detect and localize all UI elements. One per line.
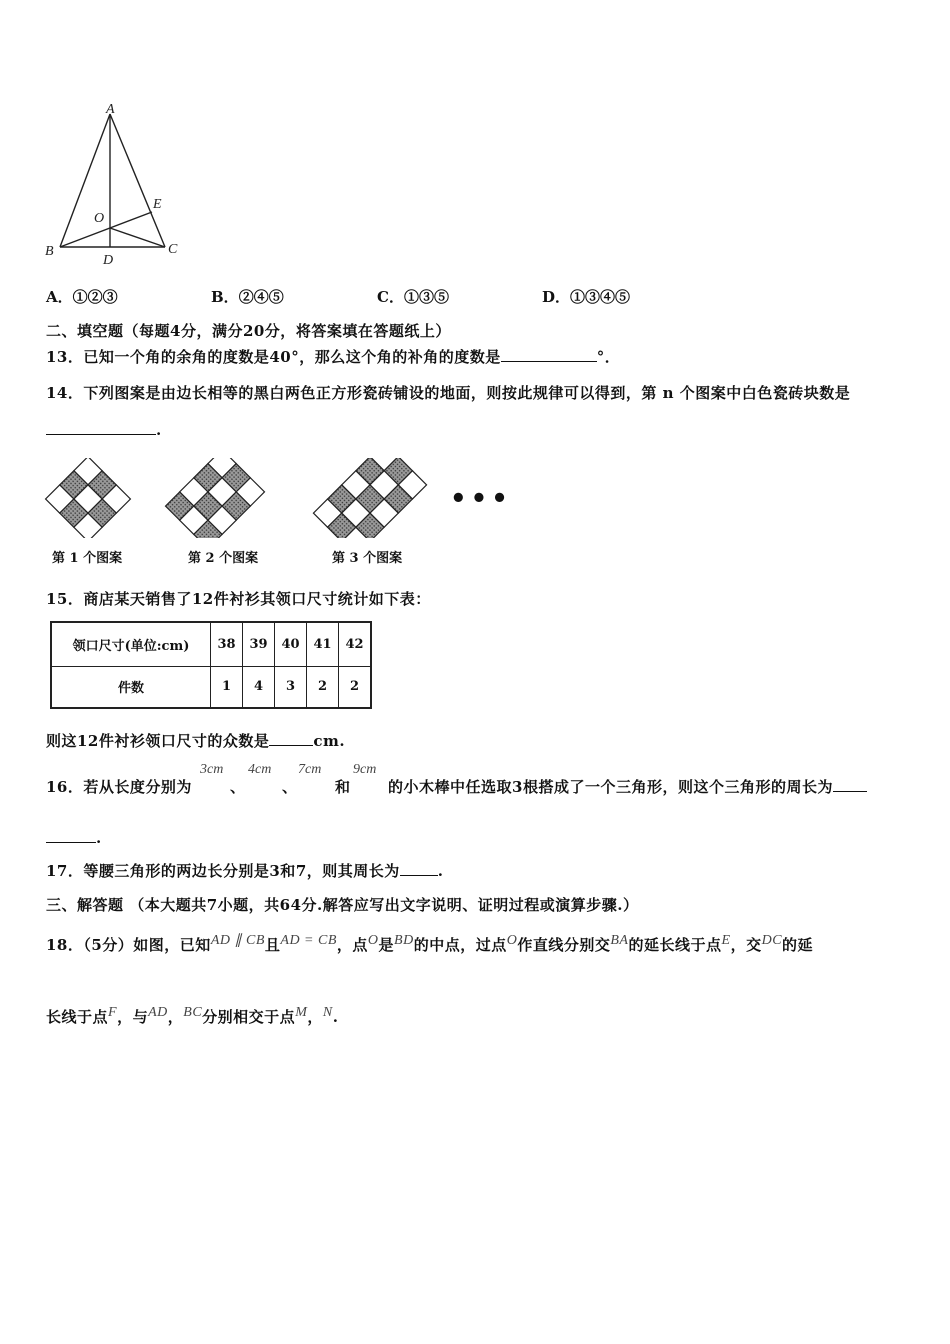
q13-answer-blank[interactable] (501, 347, 597, 362)
q16-sep-1: 、 (230, 778, 246, 796)
q16-and: 和 (335, 778, 351, 796)
q18-part: 长线于点 (46, 1008, 109, 1026)
q14-answer-line (46, 420, 162, 439)
table-row-header: 领口尺寸(单位:cm) (51, 622, 211, 666)
q18-part: 18．（5分）如图，已知 (46, 936, 211, 954)
pattern-ellipsis: ••• (450, 484, 512, 514)
q18-math: AD ∥ CB (210, 933, 265, 948)
q17-text: 17．等腰三角形的两边长分别是3和7，则其周长为 (46, 862, 400, 880)
q14-after: . (156, 421, 162, 439)
pattern-1 (46, 458, 131, 538)
q18-part: ，点 (336, 936, 368, 954)
table-row-header: 件数 (51, 666, 211, 708)
segment-ac (110, 114, 165, 247)
q17-answer-blank[interactable] (400, 861, 438, 876)
table-cell: 2 (339, 666, 372, 708)
option-d-letter: D． (542, 288, 571, 306)
q16-length-3: 7cm (298, 762, 322, 777)
table-cell: 42 (339, 622, 372, 666)
q18-part: ， (307, 1008, 323, 1026)
segment-be (60, 212, 152, 247)
option-a-letter: A． (46, 288, 73, 306)
option-b (211, 286, 284, 307)
q16-answer-line (46, 828, 102, 847)
pattern-3-caption: 第 3 个图案 (332, 551, 403, 566)
q16-suffix-text: 的小木棒中任选取3根搭成了一个三角形，则这个三角形的周长为 (388, 778, 833, 796)
question-14: 14．下列图案是由边长相等的黑白两色正方形瓷砖铺设的地面，则按此规律可以得到，第 n 个图案中白色瓷砖块数是 (46, 384, 851, 402)
q18-part: . (332, 1008, 339, 1026)
q18-part: ，交 (730, 936, 762, 954)
option-b-text: ②④⑤ (238, 288, 284, 306)
q16-length-2: 4cm (248, 762, 272, 777)
q18-math: M (295, 1005, 308, 1020)
pattern-2-caption: 第 2 个图案 (188, 551, 259, 566)
section3-header: 三、解答题 （本大题共7小题，共64分.解答应写出文字说明、证明过程或演算步骤.） (46, 896, 639, 914)
table-cell: 39 (243, 622, 275, 666)
q16-sep-2: 、 (282, 778, 298, 796)
table-cell: 1 (211, 666, 243, 708)
q18-part: 是 (378, 936, 395, 954)
q13-after: °． (596, 348, 621, 366)
label-b: B (45, 244, 54, 259)
pattern-1-caption: 第 1 个图案 (52, 551, 123, 566)
option-c (377, 286, 449, 307)
table-row (51, 622, 371, 666)
table-cell: 3 (275, 666, 307, 708)
triangle-figure (40, 100, 200, 270)
label-a: A (106, 102, 115, 117)
q16-after: . (96, 829, 102, 847)
q18-math: O (506, 933, 518, 948)
q16-prefix: 16．若从长度分别为 (46, 778, 192, 796)
option-c-text: ①③⑤ (403, 288, 449, 306)
label-d: D (103, 253, 114, 268)
label-o: O (94, 211, 105, 226)
q18-math: O (367, 933, 379, 948)
table-cell: 2 (307, 666, 339, 708)
q16-length-1: 3cm (200, 762, 224, 777)
table-cell: 4 (243, 666, 275, 708)
q15-answer-blank[interactable] (269, 731, 313, 746)
q15-answer-line (46, 730, 345, 751)
q16-length-4: 9cm (353, 762, 377, 777)
table-cell: 40 (275, 622, 307, 666)
option-b-letter: B． (211, 288, 239, 306)
q13-text: 13．已知一个角的余角的度数是40°，那么这个角的补角的度数是 (46, 348, 501, 366)
pattern-2 (166, 458, 265, 538)
q18-part: ， (167, 1008, 184, 1026)
table-cell: 38 (211, 622, 243, 666)
q18-math: DC (761, 933, 783, 948)
q18-math: E (721, 933, 731, 948)
q18-math: BD (394, 933, 414, 948)
option-c-letter: C． (377, 288, 404, 306)
question-15: 15．商店某天销售了12件衬衫其领口尺寸统计如下表： (46, 590, 431, 608)
q18-math: F (108, 1005, 118, 1020)
table-cell: 41 (307, 622, 339, 666)
segment-ab (60, 114, 110, 247)
segment-oc (110, 228, 165, 247)
label-e: E (153, 197, 162, 212)
q18-part: 且 (264, 936, 281, 954)
q18-part: 分别相交于点 (202, 1008, 296, 1026)
q15-answer-after: cm. (313, 732, 346, 750)
collar-size-table (50, 621, 372, 709)
option-d (542, 286, 630, 307)
q18-part: 的延长线于点 (628, 936, 722, 954)
question-18-line-1 (46, 932, 813, 955)
question-17 (46, 860, 444, 881)
q14-answer-blank[interactable] (46, 420, 156, 435)
q18-part: 的中点，过点 (413, 936, 507, 954)
option-a (46, 286, 118, 307)
q18-part: 的延 (782, 936, 814, 954)
label-c: C (168, 242, 178, 257)
q18-math: BC (183, 1005, 203, 1020)
table-row (51, 666, 371, 708)
q16-answer-blank-1[interactable] (833, 777, 867, 792)
q18-math: AD = CB (280, 933, 337, 948)
q18-math: AD (148, 1005, 168, 1020)
q17-after: . (437, 862, 444, 880)
q16-suffix (388, 776, 867, 797)
q15-answer-before: 则这12件衬衫领口尺寸的众数是 (46, 732, 270, 750)
q18-part: ，与 (117, 1008, 149, 1026)
q18-math: BA (610, 933, 629, 948)
q18-part: 作直线分别交 (517, 936, 611, 954)
question-13 (46, 346, 620, 367)
tile-patterns (40, 458, 500, 538)
option-a-text: ①②③ (72, 288, 118, 306)
section2-header: 二、填空题（每题4分，满分20分，将答案填在答题纸上） (46, 322, 451, 340)
option-d-text: ①③④⑤ (570, 288, 631, 306)
q18-math: N (322, 1005, 333, 1020)
question-18-line-2 (46, 1005, 338, 1027)
q16-answer-blank-2[interactable] (46, 828, 96, 843)
pattern-3 (313, 458, 426, 538)
